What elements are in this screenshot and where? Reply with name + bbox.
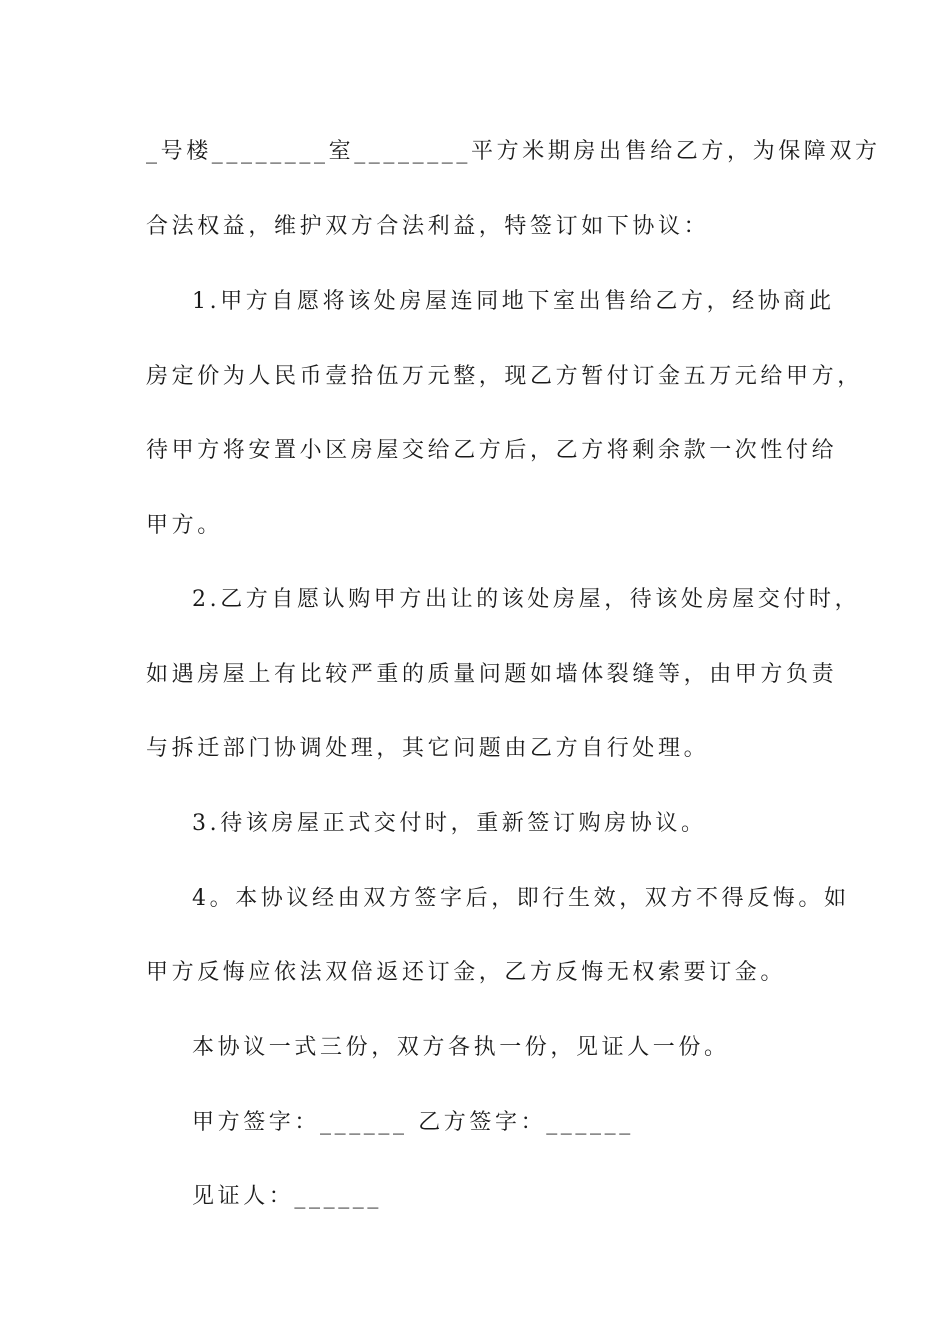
clause-2-line-2: 如遇房屋上有比较严重的质量问题如墙体裂缝等，由甲方负责 [146, 662, 838, 687]
copies-statement: 本协议一式三份，双方各执一份，见证人一份。 [192, 1035, 730, 1060]
clause-4-line-1: 4。本协议经由双方签字后，即行生效，双方不得反悔。如 [192, 886, 850, 911]
clause-2-line-3: 与拆迁部门协调处理，其它问题由乙方自行处理。 [146, 736, 710, 761]
clause-2-line-1: 2.乙方自愿认购甲方出让的该处房屋，待该处房屋交付时， [192, 587, 861, 612]
clause-4-line-2: 甲方反悔应依法双倍返还订金，乙方反悔无权索要订金。 [146, 960, 787, 985]
clause-1-line-1: 1.甲方自愿将该处房屋连同地下室出售给乙方，经协商此 [192, 289, 835, 314]
clause-1-line-3: 待甲方将安置小区房屋交给乙方后，乙方将剩余款一次性付给 [146, 438, 838, 463]
text-line-2: 合法权益，维护双方合法利益，特签订如下协议： [146, 214, 710, 239]
signature-line-witness: 见证人：______ [192, 1184, 383, 1209]
text-line-1: _号楼________室________平方米期房出售给乙方，为保障双方 [146, 139, 881, 164]
clause-1-line-2: 房定价为人民币壹拾伍万元整，现乙方暂付订金五万元给甲方， [146, 364, 863, 389]
signature-line-parties: 甲方签字：______ 乙方签字：______ [192, 1110, 634, 1135]
clause-3-line-1: 3.待该房屋正式交付时，重新签订购房协议。 [192, 811, 707, 836]
clause-1-line-4: 甲方。 [146, 513, 223, 538]
